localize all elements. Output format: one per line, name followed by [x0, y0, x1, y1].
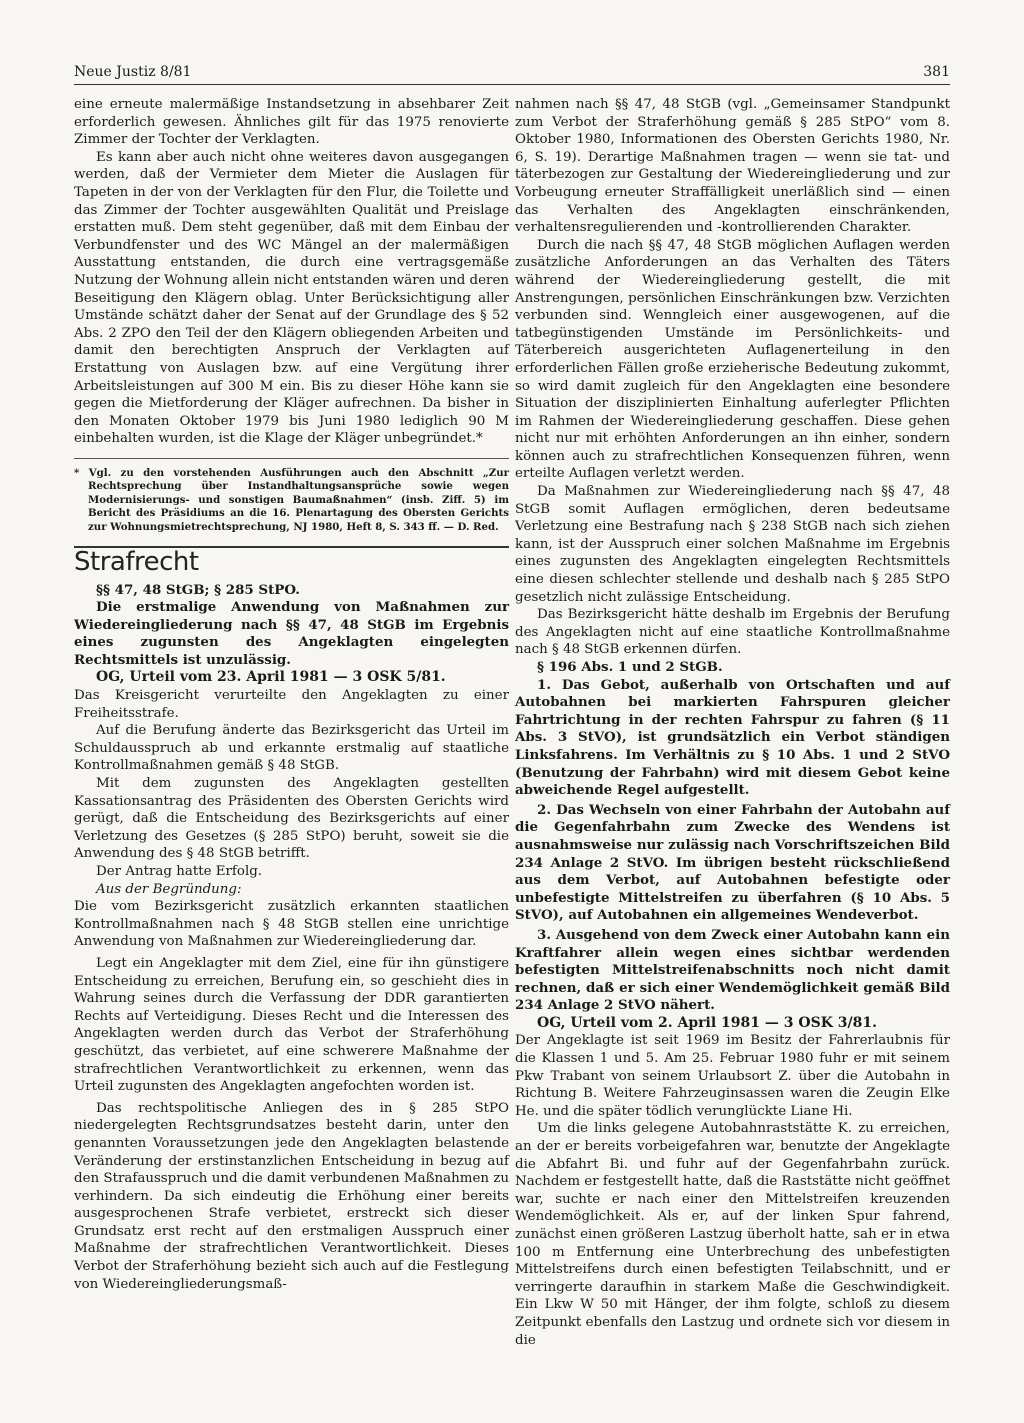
paragraph: Es kann aber auch nicht ohne weiteres davon ausgegangen werden, daß der Vermieter dem Mieter die Auslagen für Tapeten in der von der Verklagten für den Flur, die Toilette und das Zimmer der Tochter ausgewählten Qualität und Preislage erstatten muß. Dem steht gegenüber, daß mit dem Einbau der Verbundfenster und des WC Mängel an der malermäßigen Ausstattung entstanden, die durch eine vertragsgemäße Nutzung der Wohnung allein nicht entstanden wären und deren Beseitigung den Klägern oblag. Unter Berücksichtigung aller Umstände schätzt daher der Senat auf der Grundlage des § 52 Abs. 2 ZPO den Teil der den Klägern obliegenden Arbeiten und damit den berechtigten Anspruch der Verklagten auf Erstattung von Auslagen bzw. auf eine Vergütung ihrer Arbeitsleistungen auf 300 M ein. Bis zu dieser Höhe kann sie gegen die Mietforderung der Kläger aufrechnen. Da bisher in den Monaten Oktober 1979 bis Juni 1980 lediglich 90 M einbehalten wurden, ist die Klage der Kläger unbegründet.* [74, 149, 509, 447]
headnote-2: 2. Das Wechseln von einer Fahrbahn der Autobahn auf die Gegenfahrbahn zum Zwecke des Wendens ist ausnahmsweise nur zulässig nach Vorschriftszeichen Bild 234 Anlage 2 StVO. Im übrigen besteht rückschließend aus dem Verbot, auf Autobahnen befestigte oder unbefestigte Mittelstreifen zu überfahren (§ 10 Abs. 5 StVO), auf Autobahnen ein allgemeines Wendeverbot. [515, 801, 950, 924]
right-column [515, 96, 950, 1349]
headnote-1: 1. Das Gebot, außerhalb von Ortschaften und auf Autobahnen bei markierten Fahrspuren gleicher Fahrtrichtung in der rechten Fahrspur zu fahren (§ 11 Abs. 3 StVO), ist grundsätzlich ein Verbot ständigen Linksfahrens. Im Verhältnis zu § 10 Abs. 1 und 2 StVO (Benutzung der Fahrbahn) wird mit diesem Gebot keine abweichende Regel aufgestellt. [515, 676, 950, 799]
page-number: 381 [923, 64, 950, 80]
case-reference: OG, Urteil vom 23. April 1981 — 3 OSK 5/81. [96, 669, 446, 686]
paragraph: Die vom Bezirksgericht zusätzlich erkannten staatlichen Kontrollmaßnahmen nach § 48 StGB stellen eine unrichtige Anwendung von Maßnahmen zur Wiedereingliederung dar. [74, 899, 509, 950]
paragraph: nahmen nach §§ 47, 48 StGB (vgl. „Gemeinsamer Standpunkt zum Verbot der Straferhöhung gemäß § 285 StPO“ vom 8. Oktober 1980, Informationen des Obersten Gerichts 1980, Nr. 6, S. 19). Derartige Maßnahmen tragen — wenn sie tat- und täterbezogen zur Gestaltung der Wiedereingliederung und zur Vorbeugung erneuter Straffälligkeit unerläßlich sind — einen das Verhalten des Angeklagten einschränkenden, verhaltensregulierenden und -kontrollierenden Charakter. [515, 97, 950, 236]
case-reference: OG, Urteil vom 2. April 1981 — 3 OSK 3/81. [537, 1014, 877, 1031]
footnote: * Vgl. zu den vorstehenden Ausführungen auch den Abschnitt „Zur Rechtsprechung über Instandhaltungsansprüche sowie wegen Modernisierungs- und sonstigen Baumaßnahmen“ (insb. Ziff. 5) im Bericht des Präsidiums an die 16. Plenartagung des Obersten Gerichts zur Wohnungsmietrechtsprechung, NJ 1980, Heft 8, S. 343 ff. — D. Red. [74, 458, 509, 534]
section-title: Strafrecht [74, 546, 199, 577]
paragraph: Mit dem zugunsten des Angeklagten gestellten Kassationsantrag des Präsidenten des Obersten Gerichts wird gerügt, daß die Entscheidung des Bezirksgerichts auf einer Verletzung des Gesetzes (§ 285 StPO) beruht, soweit sie die Anwendung des § 48 StGB betrifft. [74, 776, 509, 862]
paragraph: Auf die Berufung änderte das Bezirksgericht das Urteil im Schuldausspruch ab und erkannte erstmalig auf staatliche Kontrollmaßnahmen gemäß § 48 StGB. [74, 723, 509, 774]
paragraph: Das Kreisgericht verurteilte den Angeklagten zu einer Freiheitsstrafe. [74, 688, 509, 721]
subheading: Aus der Begründung: [96, 881, 242, 897]
paragraph: Legt ein Angeklagter mit dem Ziel, eine für ihn günstigere Entscheidung zu erreichen, Berufung ein, so geschieht dies in Wahrung seines durch die Verfassung der DDR garantierten Rechts auf Verteidigung. Dieses Recht und die Interessen des Angeklagten werden durch das Verbot der Straferhöhung geschützt, das verbietet, auf eine schwerere Maßnahme der strafrechtlichen Verantwortlichkeit zu erkennen, wenn das Urteil zugunsten des Angeklagten angefochten worden ist. [74, 955, 509, 1095]
paragraph: eine erneute malermäßige Instandsetzung in absehbarer Zeit erforderlich gewesen. Ähnliches gilt für das 1975 renovierte Zimmer der Tochter der Verklagten. [74, 97, 509, 148]
paragraph: Um die links gelegene Autobahnraststätte K. zu erreichen, an der er bereits vorbeigefahren war, benutzte der Angeklagte die Abfahrt Bi. und fuhr auf der Gegenfahrbahn zurück. Nachdem er festgestellt hatte, daß die Raststätte nicht geöffnet war, suchte er nach einer den Mittelstreifen kreuzenden Wendemöglichkeit. Als er, auf der linken Spur fahrend, zunächst einen größeren Lastzug überholt hatte, sah er in etwa 100 m Entfernung eine Unterbrechung des unbefestigten Mittelstreifens durch einen befestigten Teilabschnitt, und er verringerte daraufhin in starkem Maße die Geschwindigkeit. Ein Lkw W 50 mit Hänger, der ihm folgte, schloß zu diesem Zeitpunkt ebenfalls den Lastzug und ordnete sich vor diesem in die [515, 1121, 950, 1348]
journal-title: Neue Justiz 8/81 [74, 64, 192, 80]
paragraph: Durch die nach §§ 47, 48 StGB möglichen Auflagen werden zusätzliche Anforderungen an das Verhalten des Täters während der Wiedereingliederung gestellt, die mit Anstrengungen, persönlichen Einschränkungen bzw. Verzichten verbunden sind. Wenngleich einer ausgewogenen, auf die tatbegünstigenden Umstände im Persönlichkeits- und Täterbereich ausgerichteten Auflagenerteilung in den erforderlichen Fällen große erzieherische Bedeutung zukommt, so wird damit zugleich für den Angeklagten eine besondere Situation der disziplinierten Einhaltung auferlegter Pflichten im Rahmen der Wiedereingliederung geschaffen. Diese gehen nicht nur mit erhöhten Anforderungen an ihn einher, sondern können auch zu strafrechtlichen Konsequenzen führen, wenn erteilte Auflagen verletzt werden. [515, 237, 950, 482]
paragraph: Das rechtspolitische Anliegen des in § 285 StPO niedergelegten Rechtsgrundsatzes besteht darin, unter den genannten Voraussetzungen jede den Angeklagten belastende Veränderung der erstinstanzlichen Entscheidung in bezug auf den Strafausspruch und die damit verbundenen Maßnahmen zu verhindern. Da sich eindeutig die Erhöhung einer bereits ausgesprochenen Strafe verbietet, erstreckt sich dieser Grundsatz erst recht auf den erstmaligen Ausspruch einer Maßnahme der strafrechtlichen Verantwortlichkeit. Dieses Verbot der Straferhöhung bezieht sich auch auf die Festlegung von Wiedereingliederungsmaß- [74, 1100, 509, 1292]
headnote: Die erstmalige Anwendung von Maßnahmen zur Wiedereingliederung nach §§ 47, 48 StGB im Ergebnis eines zugunsten des Angeklagten eingelegten Rechtsmittels ist unzulässig. [74, 599, 509, 668]
left-column [74, 96, 509, 1293]
paragraph: Das Bezirksgericht hätte deshalb im Ergebnis der Berufung des Angeklagten nicht auf eine staatliche Kontrollmaßnahme nach § 48 StGB erkennen dürfen. [515, 607, 950, 658]
paragraph: Der Angeklagte ist seit 1969 im Besitz der Fahrerlaubnis für die Klassen 1 und 5. Am 25. Februar 1980 fuhr er mit seinem Pkw Trabant von seinem Urlaubsort Z. über die Autobahn in Richtung B. Weitere Fahrzeuginsassen waren die Zeugin Elke He. und die später tödlich verunglückte Liane Hi. [515, 1033, 950, 1119]
page-header [74, 62, 950, 85]
norm-heading: § 196 Abs. 1 und 2 StGB. [537, 659, 723, 675]
paragraph: Der Antrag hatte Erfolg. [96, 864, 263, 879]
headnote-3: 3. Ausgehend von dem Zweck einer Autobahn kann ein Kraftfahrer allein wegen eines sichtbar werdenden befestigten Mittelstreifenabschnitts noch nicht damit rechnen, daß er sich einer Wendemöglichkeit gemäß Bild 234 Anlage 2 StVO nähert. [515, 926, 950, 1014]
paragraph: Da Maßnahmen zur Wiedereingliederung nach §§ 47, 48 StGB somit Auflagen ermöglichen, deren bedeutsame Verletzung eine Bestrafung nach § 238 StGB nach sich ziehen kann, ist der Ausspruch einer solchen Maßnahme im Ergebnis eines zugunsten des Angeklagten eingelegten Rechtsmittels eine diesen schlechter stellende und deshalb nach § 285 StPO gesetzlich nicht zulässige Entscheidung. [515, 484, 950, 605]
norm-heading: §§ 47, 48 StGB; § 285 StPO. [96, 581, 300, 598]
